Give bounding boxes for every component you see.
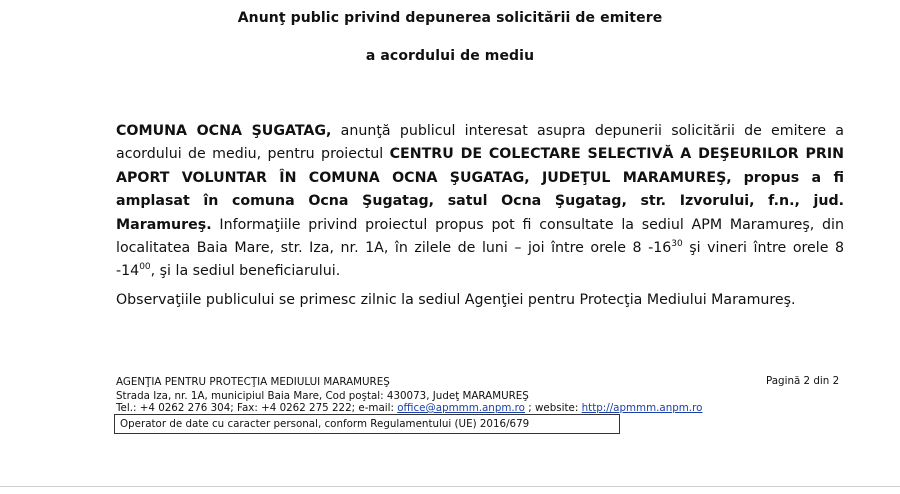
footer-email-link[interactable]: office@apmmm.anpm.ro <box>397 402 525 414</box>
announcement-body <box>116 120 844 284</box>
bold-text-segment: COMUNA OCNA ŞUGATAG, <box>116 123 332 139</box>
gdpr-notice-box: Operator de date cu caracter personal, conform Regulamentului (UE) 2016/679 <box>114 414 620 434</box>
footer-contact <box>116 401 702 415</box>
announcement-paragraph-1 <box>116 120 844 284</box>
text-segment: anunţă publicul interesat asupra depunerii solicitării de emitere a acordului de mediu, pentru proiectul <box>116 123 845 163</box>
bold-text-segment: propus a fi amplasat în comuna Ocna Şugatag, satul Ocna Şugatag, str. Izvorului, f.n., jud. Maramureş. <box>116 169 844 233</box>
footer-website-link[interactable]: http://apmmm.anpm.ro <box>581 402 703 414</box>
footer-address: Strada Iza, nr. 1A, municipiul Baia Mare, Cod poştal: 430073, Judeţ MARAMUREŞ <box>116 390 529 402</box>
page-edge-divider <box>0 486 900 487</box>
footer-contact-phone-fax: Tel.: +4 0262 276 304; Fax: +4 0262 275 222; e-mail: <box>116 402 398 414</box>
text-segment: Informaţiile privind proiectul propus pot fi consultate la sediul APM Maramureş, din localitatea Baia Mare, str. Iza, nr. 1A, în zilele de luni – joi între orele 8 -16 <box>116 216 844 257</box>
announcement-title-line-1: Anunţ public privind depunerea solicitării de emitere <box>237 10 663 26</box>
page-number: Pagină 2 din 2 <box>766 375 840 387</box>
superscript-minutes: 00 <box>139 262 151 273</box>
text-segment: , şi la sediul beneficiarului. <box>150 263 341 280</box>
superscript-minutes: 30 <box>671 239 683 250</box>
text-segment <box>732 170 744 186</box>
footer-agency-name: AGENŢIA PENTRU PROTECŢIA MEDIULUI MARAMUREŞ <box>116 376 390 388</box>
announcement-paragraph-2: Observaţiile publicului se primesc zilnic la sediul Agenţiei pentru Protecţia Mediului Maramureş. <box>116 292 796 308</box>
bold-text-segment: CENTRU DE COLECTARE SELECTIVĂ A DEŞEURILOR PRIN APORT VOLUNTAR ÎN COMUNA OCNA ŞUGATAG, JUDEŢUL MARAMUREŞ, <box>116 146 844 186</box>
text-segment: şi vineri între orele 8 -14 <box>116 240 844 280</box>
announcement-title-line-2: a acordului de mediu <box>365 48 535 64</box>
footer-contact-separator: ; website: <box>524 402 582 414</box>
